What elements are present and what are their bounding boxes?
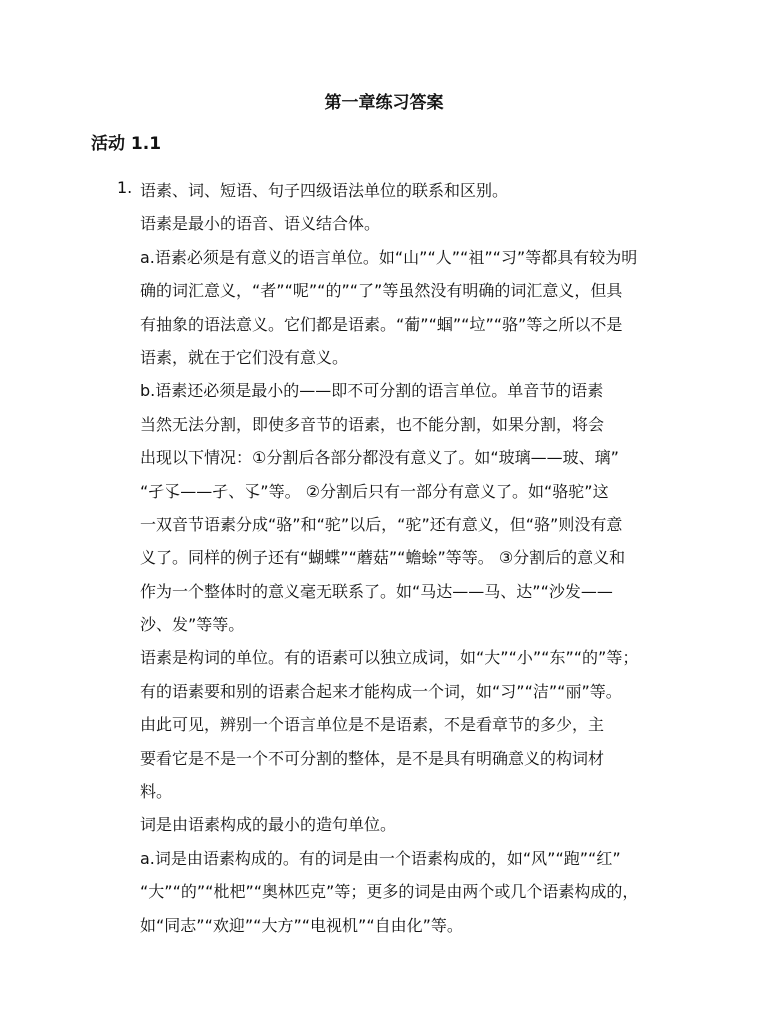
text-line: a.语素必须是有意义的语言单位。如“山”“人”“祖”“习”等都具有较为明 [140,247,638,267]
page-title: 第一章练习答案 [324,93,444,113]
text-line: b.语素还必须是最小的——即不可分割的语言单位。单音节的语素 [140,381,604,401]
text-line: 语素，就在于它们没有意义。 [140,347,349,367]
text-line: 确的词汇意义，“者”“呢”“的”“了”等虽然没有明确的词汇意义，但具 [140,281,623,301]
text-line: 料。 [140,782,173,802]
text-line: 有抽象的语法意义。它们都是语素。“葡”“蝈”“垃”“骆”等之所以不是 [140,314,623,334]
text-line: 出现以下情况：①分割后各部分都没有意义了。如“玻璃——玻、璃” [140,448,619,468]
text-line: 要看它是不是一个不可分割的整体，是不是具有明确意义的构词材 [140,748,605,768]
text-line: 语素、词、短语、句子四级语法单位的联系和区别。 [140,181,509,200]
text-line: “孑孓——孑、孓”等。 ②分割后只有一部分有意义了。如“骆驼”这 [140,481,609,501]
text-line: 义了。同样的例子还有“蝴蝶”“蘑菇”“蟾蜍”等等。 ③分割后的意义和 [140,548,626,568]
text-line: 词是由语素构成的最小的造句单位。 [140,815,397,835]
answer-body [140,174,688,942]
text-line: 语素是构词的单位。有的语素可以独立成词，如“大”“小”“东”“的”等； [140,648,639,668]
text-line: 由此可见，辨别一个语言单位是不是语素，不是看章节的多少，主 [140,715,605,735]
text-line: a.词是由语素构成的。有的词是由一个语素构成的，如“风”“跑”“红” [140,848,621,868]
text-line: 语素是最小的语音、语义结合体。 [140,214,381,234]
text-line: 当然无法分割，即使多音节的语素，也不能分割，如果分割，将会 [140,414,605,434]
text-line: 沙、发”等等。 [140,615,245,635]
list-item-number: 1. [117,178,133,197]
text-line: 作为一个整体时的意义毫无联系了。如“马达——马、达”“沙发—— [140,581,613,601]
activity-heading: 活动 1.1 [91,134,162,154]
text-line: 一双音节语素分成“骆”和“驼”以后，“驼”还有意义，但“骆”则没有意 [140,514,623,534]
text-line: “大”“的”“枇杷”“奥林匹克”等；更多的词是由两个或几个语素构成的， [140,882,639,902]
text-line: 有的语素要和别的语素合起来才能构成一个词，如“习”“洁”“丽”等。 [140,681,622,701]
text-line: 如“同志”“欢迎”“大方”“电视机”“自由化”等。 [140,915,463,935]
